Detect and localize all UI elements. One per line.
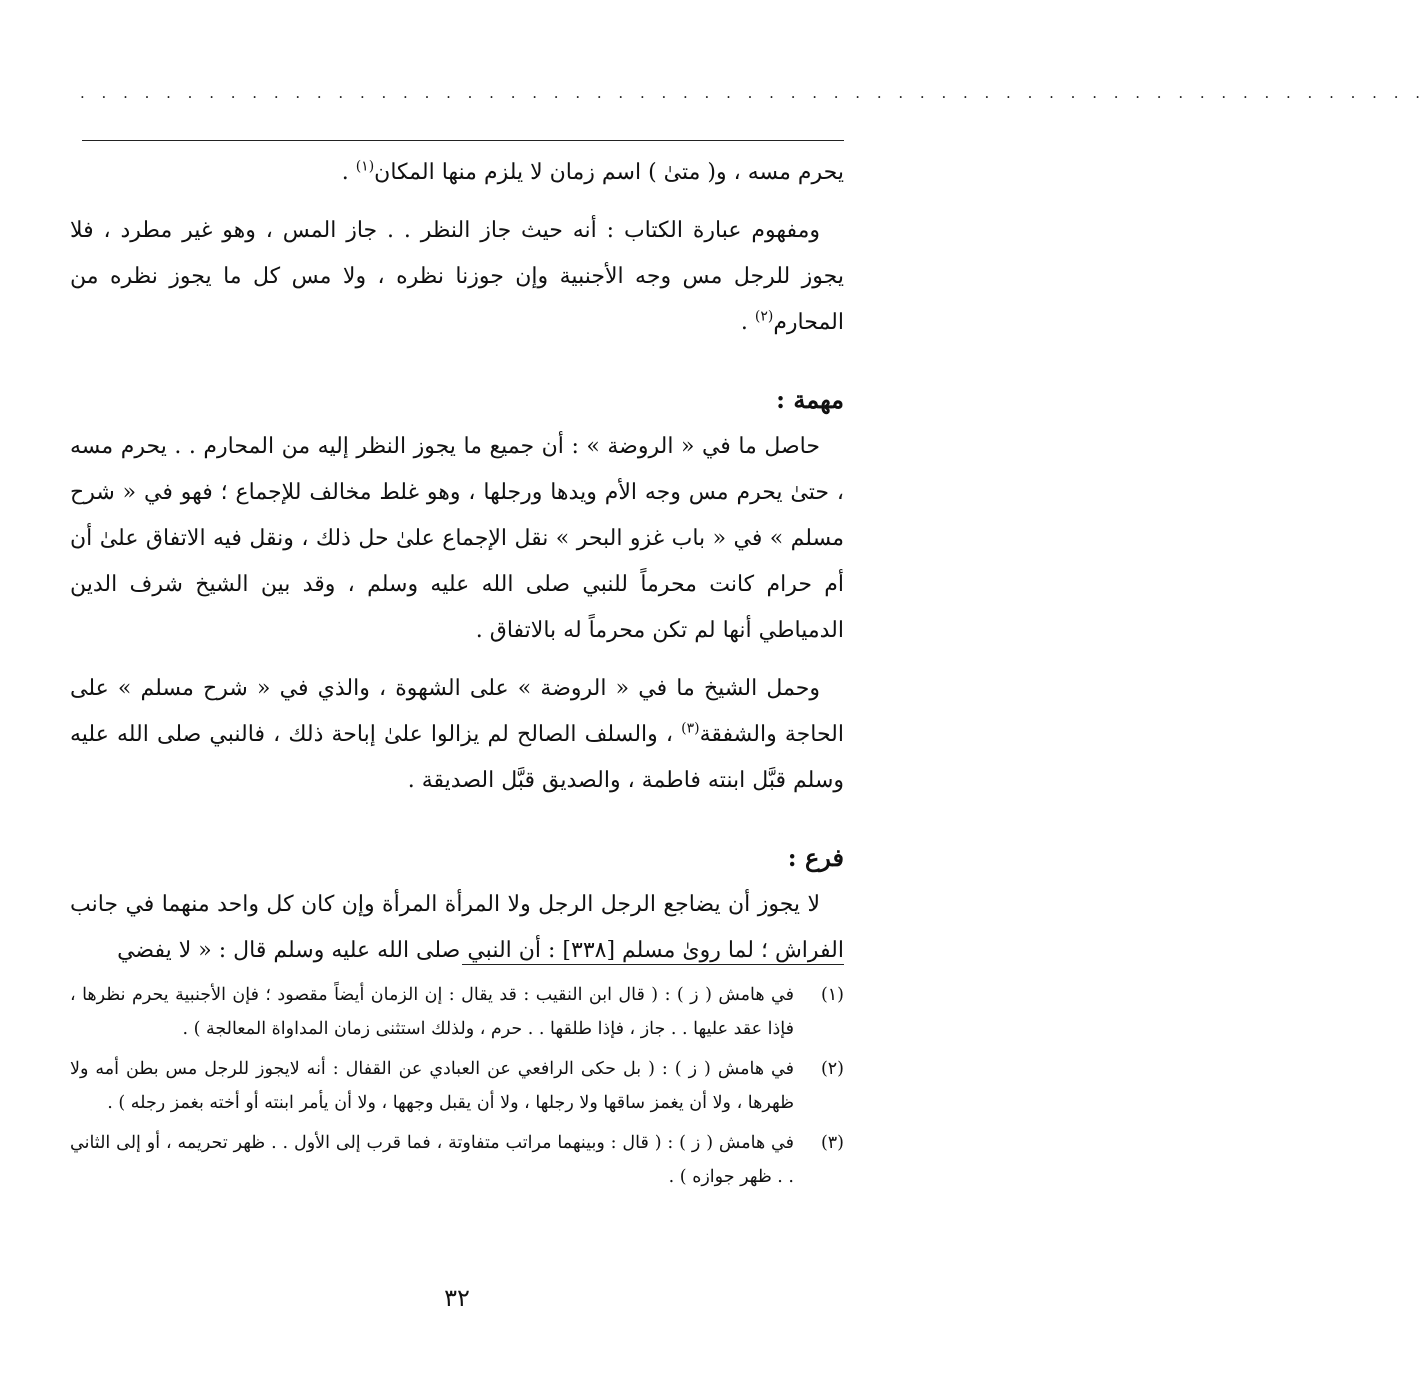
section-heading-far: فرع : xyxy=(787,843,844,872)
paragraph-4-text: وحمل الشيخ ما في « الروضة » على الشهوة ، والذي في « شرح مسلم » على الحاجة والشفقة xyxy=(70,676,844,747)
footnote-number: (١) xyxy=(820,985,844,1005)
paragraph-4 xyxy=(70,666,844,804)
paragraph-2 xyxy=(70,208,844,346)
footnote-rule xyxy=(462,964,844,965)
paragraph-1-text: يحرم مسه ، و( متىٰ ) اسم زمان لا يلزم منها المكان xyxy=(374,160,844,185)
footnote-text: في هامش ( ز ) : ( قال ابن النقيب : قد يقال : إن الزمان أيضاً مقصود ؛ فإن الأجنبية يحرم نظرها ، فإذا عقد عليها . . جاز ، فإذا طلقها . . حرم ، ولذلك استثنى زمان المداواة المعالجة ) . xyxy=(70,985,794,1039)
paragraph-5: لا يجوز أن يضاجع الرجل الرجل ولا المرأة المرأة وإن كان كل واحد منهما في جانب الفراش ؛ لما روىٰ مسلم [٣٣٨] : أن النبي صلى الله عليه وسلم قال : « لا يفضي xyxy=(70,892,844,963)
book-page xyxy=(70,0,1426,1375)
footnote-text: في هامش ( ز ) : ( قال : وبينهما مراتب متفاوتة ، فما قرب إلى الأول . . ظهر تحريمه ، أو إلى الثاني . . ظهر جوازه ) . xyxy=(70,1133,794,1187)
footnote-number: (٢) xyxy=(820,1059,844,1079)
paragraph-2-end: . xyxy=(740,310,755,335)
footnote-ref-2[interactable]: (٢) xyxy=(754,308,774,325)
paragraph-2-text: ومفهوم عبارة الكتاب : أنه حيث جاز النظر . . جاز المس ، وهو غير مطرد ، فلا يجوز للرجل مس وجه الأجنبية وإن جوزنا نظره ، ولا مس كل ما يجوز نظره من المحارم xyxy=(70,218,844,335)
paragraph-1 xyxy=(70,150,844,196)
footnote-1 xyxy=(70,978,844,1046)
page-number: ٣٢ xyxy=(444,1284,470,1312)
footnote-number: (٣) xyxy=(820,1133,844,1153)
paragraph-1-end: . xyxy=(341,160,356,185)
footnote-ref-1[interactable]: (١) xyxy=(355,158,375,175)
section-heading-muhimma: مهمة : xyxy=(776,385,844,414)
footnote-3 xyxy=(70,1126,844,1194)
header-rule xyxy=(82,140,844,141)
footnotes xyxy=(70,978,844,1200)
footnote-ref-3[interactable]: (٣) xyxy=(681,720,700,737)
paragraph-3: حاصل ما في « الروضة » : أن جميع ما يجوز النظر إليه من المحارم . . يحرم مسه ، حتىٰ يحرم مس وجه الأم ويدها ورجلها ، وهو غلط مخالف للإجماع ؛ فهو في « شرح مسلم » في « باب غزو البحر » نقل الإجماع علىٰ حل ذلك ، ونقل فيه الاتفاق علىٰ أن أم حرام كانت محرماً للنبي صلى الله عليه وسلم ، وقد بين الشيخ شرف الدين الدمياطي أنها لم تكن محرماً له بالاتفاق . xyxy=(70,434,844,643)
main-text xyxy=(70,150,844,986)
footnote-2 xyxy=(70,1052,844,1120)
footnote-text: في هامش ( ز ) : ( بل حكى الرافعي عن العبادي عن القفال : أنه لايجوز للرجل مس بطن أمه ولا ظهرها ، ولا أن يغمز ساقها ولا رجلها ، ولا أن يقبل وجهها ، ولا أن يأمر ابنته أو أخته بغمز رجله ) . xyxy=(70,1059,794,1113)
continuation-dots: · · · · · · · · · · · · · · · · · · · · · · · · · · · · · · · · · · · · · · · · · · · · · · · · · · · · · · · · · · · · · · · xyxy=(80,88,1426,106)
paragraph-4-end: ، والسلف الصالح لم يزالوا علىٰ إباحة ذلك ، فالنبي صلى الله عليه وسلم قبَّل ابنته فاطمة ، والصديق قبَّل الصديقة . xyxy=(70,722,844,793)
